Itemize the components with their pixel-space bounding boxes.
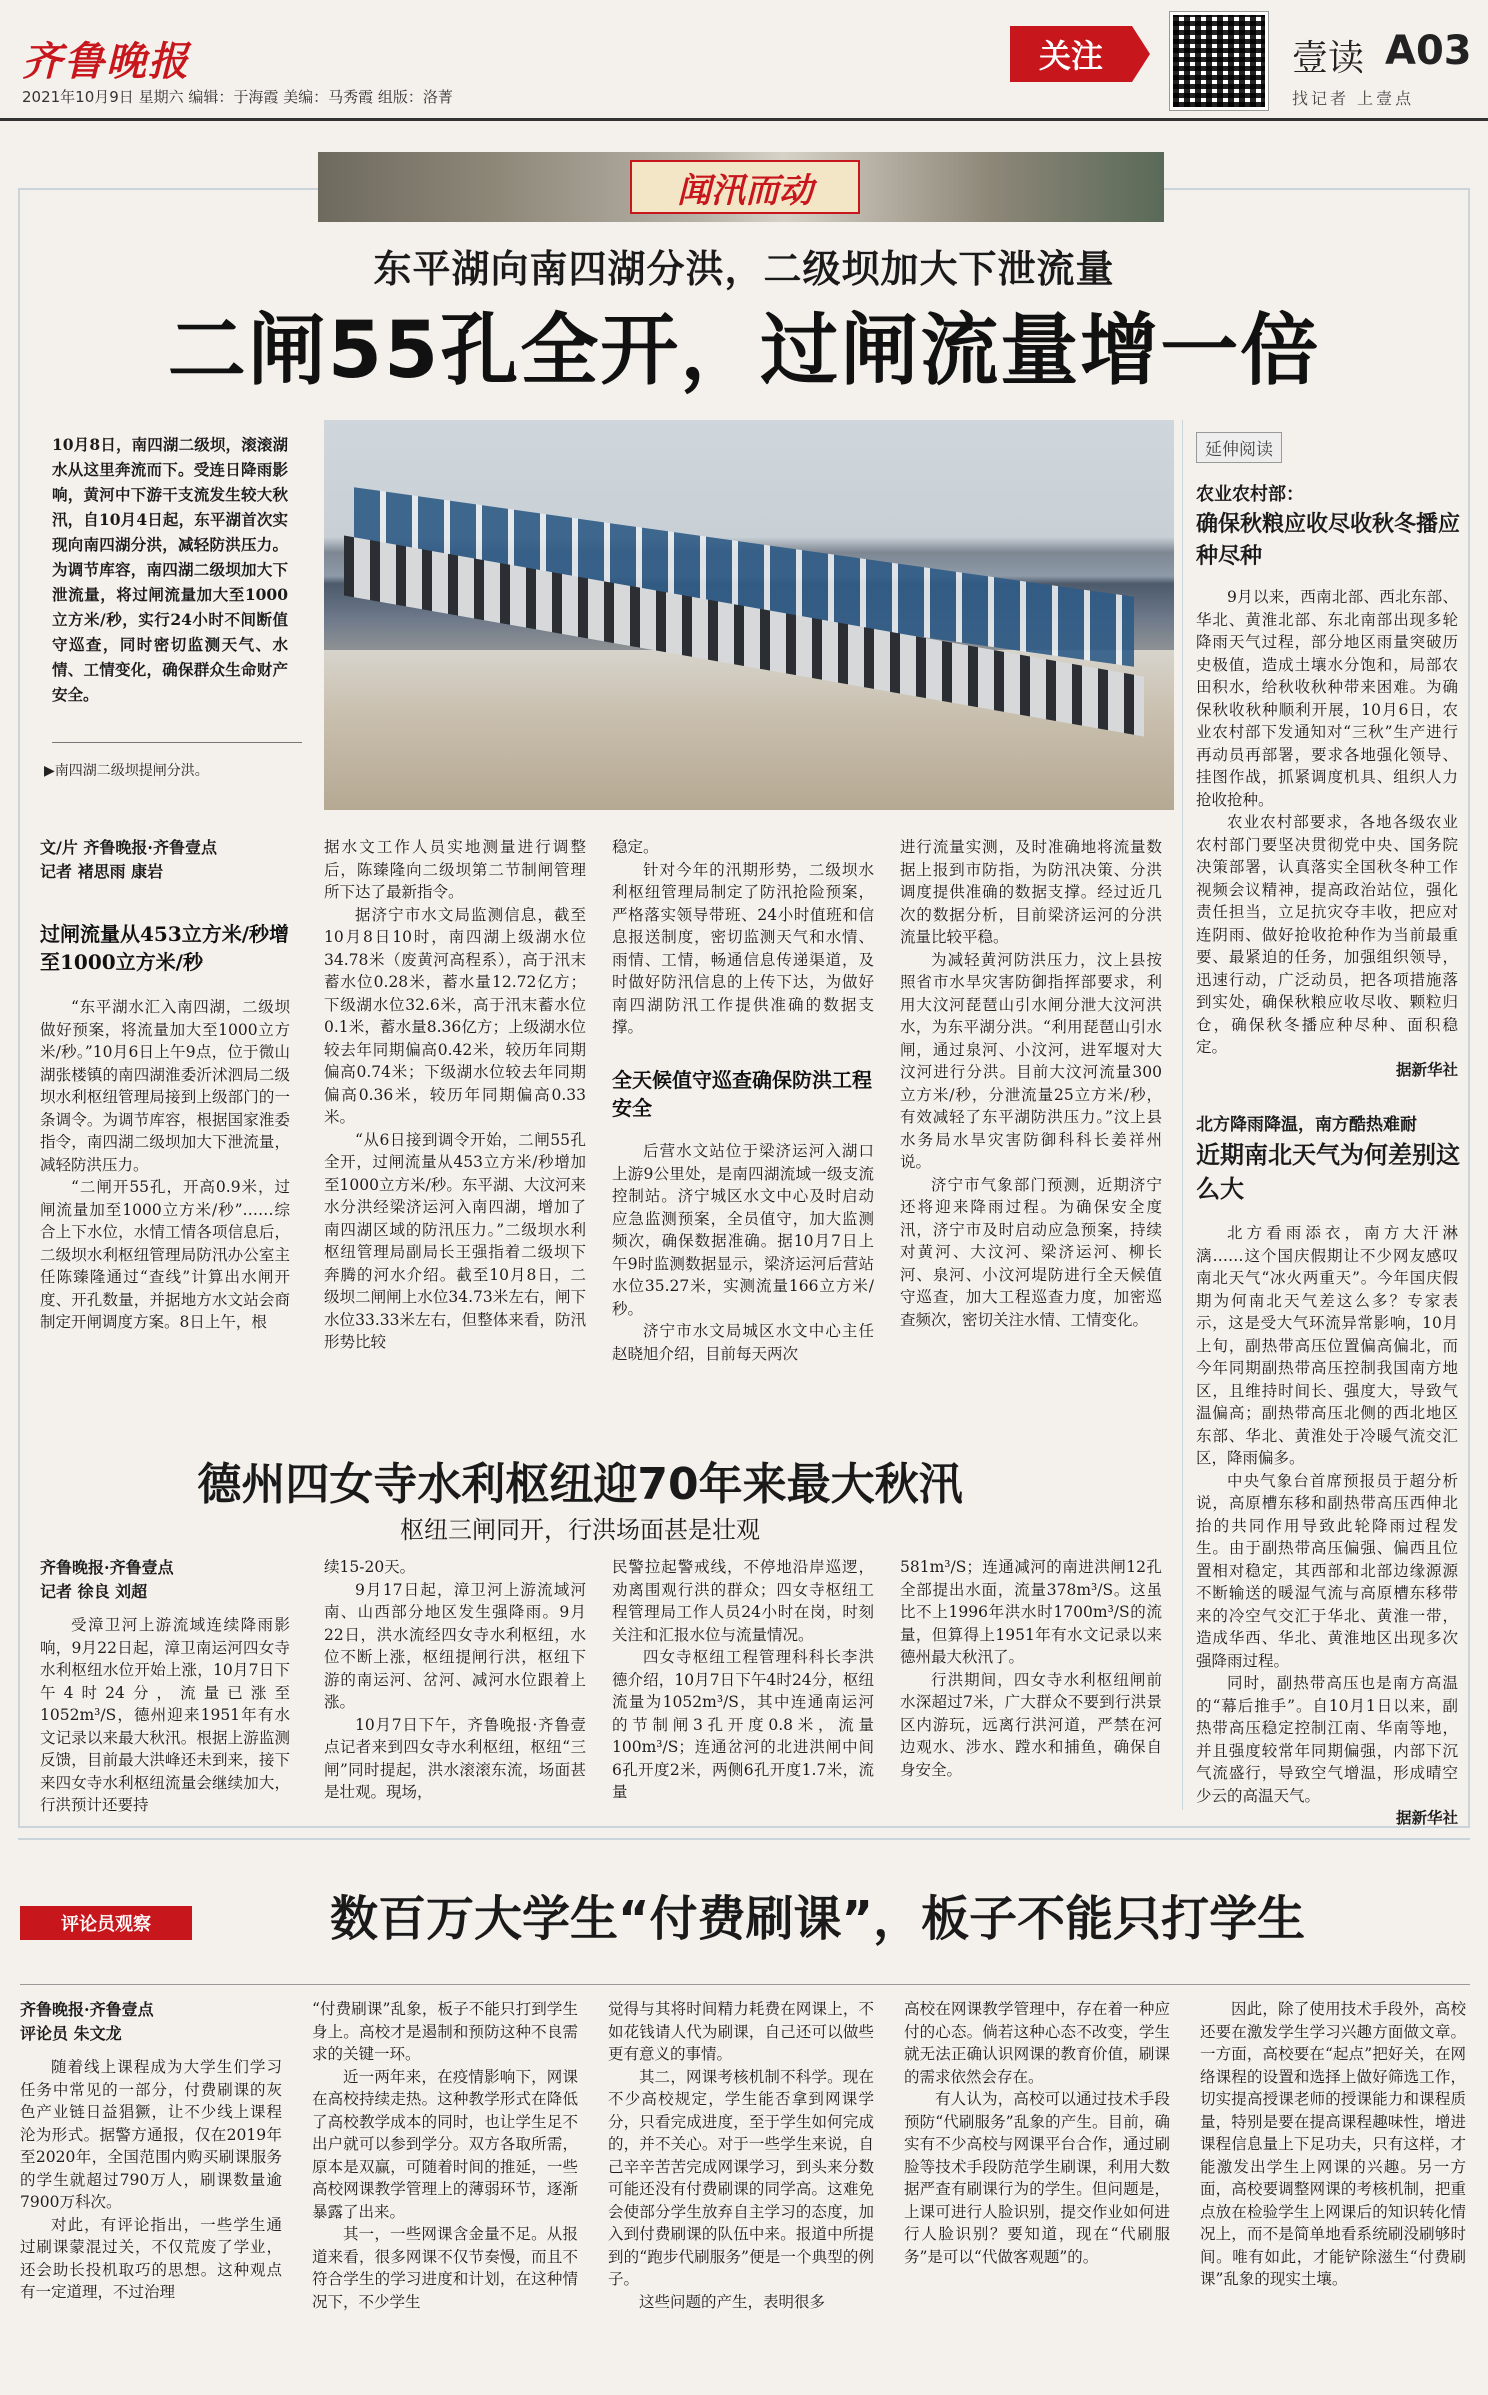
dezhou-column-1: 受漳卫河上游流域连续降雨影响，9月22日起，漳卫南运河四女寺水利枢纽水位开始上涨，10月7日下午4时24分，流量已涨至1052m³/S，德州迎来1951年有水文记录以来最大秋汛。根据上游监测反馈，目前最大洪峰还未到来，接下来四女寺水利枢纽流量会继续加大，行洪预计还要持 <box>40 1616 290 1814</box>
lead-column-2: 据水文工作人员实地测量进行调整后，陈臻隆向二级坝第二节制闸管理所下达了最新指令。 据济宁市水文局监测信息，截至10月8日10时，南四湖上级湖水位34.78米（废黄河高程系），高于汛末蓄水位0.28米，蓄水量12.72亿方；下级湖水位32.6米，高于汛末蓄水位0.1米，蓄水量8.36亿方；上级湖水位较去年同期偏高0.42米，较历年同期偏高0.74米；下级湖水位较去年同期偏高0.36米，较历年同期偏高0.33米。 “从6日接到调令开始，二闸55孔全开，过闸流量从453立方米/秒增加至1000立方米/秒。东平湖、大汶河来水分洪经梁济运河入南四湖，增加了南四湖区域的防汛压力。”二级坝水利枢纽管理局副局长王强指着二级坝下奔腾的河水介绍。截至10月8日，二级坝二闸闸上水位34.73米左右，闸下水位33.33米左右，但整体来看，防汛形势比较 <box>324 838 586 1351</box>
commentary-column-4: 高校在网课教学管理中，存在着一种应付的心态。倘若这种心态不改变，学生就无法正确认识网课的教育价值，刷课的需求依然会存在。 有人认为，高校可以通过技术手段预防“代刷服务”乱象的产生。目前，确实有不少高校与网课平台合作，通过刷脸等技术手段防范学生刷课，利用大数据严查有刷课行为的学生。但问题是，上课可进行人脸识别，提交作业如何进行人脸识别？要知道，现在“代刷服务”是可以“代做客观题”的。 <box>904 2000 1170 2266</box>
commentary-headline: 数百万大学生“付费刷课”，板子不能只打学生 <box>330 1891 1306 1947</box>
sidebar-1-title: 确保秋粮应收尽收秋冬播应种尽种 <box>1196 511 1461 569</box>
commentary-column-1: 随着线上课程成为大学生们学习任务中常见的一部分，付费刷课的灰色产业链日益猖獗，让不少线上课程沦为形式。据警方通报，仅在2019年至2020年，全国范围内购买刷课服务的学生就超过790万人，刷课数量逾7900万科次。 对此，有评论指出，一些学生通过刷课蒙混过关，不仅荒废了学业，还会助长投机取巧的思想。这种观点有一定道理，不过治理 <box>20 2058 282 2301</box>
dezhou-headline: 德州四女寺水利枢纽迎70年来最大秋汛 <box>197 1459 963 1510</box>
section-tagline: 找记者 上壹点 <box>1292 89 1415 108</box>
lead-byline: 文/片 齐鲁晚报·齐鲁壹点 记者 褚思雨 康岩 <box>40 838 217 881</box>
sidebar-2-kicker: 北方降雨降温，南方酷热难耐 <box>1196 1115 1417 1135</box>
commentary-rule <box>20 1984 1470 1985</box>
sidebar-2-title: 近期南北天气为何差别这么大 <box>1196 1140 1460 1203</box>
caption-divider <box>52 742 302 743</box>
banner-label: 闻汛而动 <box>630 160 860 214</box>
lead-column-3b: 后营水文站位于梁济运河入湖口上游9公里处，是南四湖流域一级支流控制站。济宁城区水文中心及时启动应急监测预案，全员值守，加大监测频次，确保数据准确。据10月7日上午9时监测数据显示，梁济运河后营站水位35.27米，实测流量166立方米/秒。 济宁市水文局城区水文中心主任赵晓旭介绍，目前每天两次 <box>612 1142 874 1363</box>
commentary-divider <box>18 1838 1470 1840</box>
dezhou-byline: 齐鲁晚报·齐鲁壹点 记者 徐良 刘超 <box>40 1558 174 1601</box>
sidebar-1-kicker: 农业农村部： <box>1196 484 1304 505</box>
sidebar-2-body: 北方看雨添衣，南方大汗淋漓……这个国庆假期让不少网友感叹南北天气“冰火两重天”。今年国庆假期为何南北天气差这么多？专家表示，这是受大气环流异常影响，10月上旬，副热带高压位置偏高偏北，而今年同期副热带高压控制我国南方地区，且维持时间长、强度大，导致气温偏高；副热带高压北侧的西北地区东部、华北、黄淮处于冷暖气流交汇区，降雨偏多。 中央气象台首席预报员于超分析说，高原槽东移和副热带高压西伸北抬的共同作用导致此轮降雨过程发生。由于副热带高压偏强、偏西且位置相对稳定，其西部和北部边缘源源不断输送的暖湿气流与高原槽东移带来的冷空气交汇于华北、黄淮一带，造成华西、华北、黄淮地区出现多次强降雨过程。 同时，副热带高压也是南方高温的“幕后推手”。自10月1日以来，副热带高压稳定控制江南、华南等地，并且强度较常年同期偏强，内部下沉气流盛行，导致空气增温，形成晴空少云的高温天气。 据新华社 <box>1196 1222 1458 1830</box>
follow-badge: 关注 <box>1010 26 1132 82</box>
commentary-column-2: “付费刷课”乱象，板子不能只打到学生身上。高校才是遏制和预防这种不良需求的关键一环。 近一两年来，在疫情影响下，网课在高校持续走热。这种教学形式在降低了高校教学成本的同时，也让学生足不出户就可以参到学分。双方各取所需，原本是双赢，可随着时间的推延，一些高校网课教学管理上的薄弱环节，逐渐暴露了出来。 其一，一些网课含金量不足。从报道来看，很多网课不仅节奏慢，而且不符合学生的学习进度和计划，在这种情况下，不少学生 <box>312 2000 578 2311</box>
commentary-tag: 评论员观察 <box>20 1906 192 1940</box>
lead-intro: 10月8日，南四湖二级坝，滚滚湖水从这里奔流而下。受连日降雨影响，黄河中下游干支流发生较大秋汛，自10月4日起，东平湖首次实现向南四湖分洪，减轻防洪压力。为调节库容，南四湖二级坝加大下泄流量，将过闸流量加大至1000立方米/秒，实行24小时不间断值守巡查，同时密切监测天气、水情、工情变化，确保群众生命财产安全。 <box>52 435 288 704</box>
dam-photo <box>324 420 1174 810</box>
dezhou-column-3: 民警拉起警戒线，不停地沿岸巡逻，劝离围观行洪的群众；四女寺枢纽工程管理局工作人员24小时在岗，时刻关注和汇报水位与流量情况。 四女寺枢纽工程管理科科长李洪德介绍，10月7日下午4时24分，枢纽流量为1052m³/S，其中连通南运河的节制闸3孔开度0.8米，流量100m³/S；连通岔河的北进洪闸中间6孔开度2米，两侧6孔开度1.7米，流量 <box>612 1558 874 1801</box>
sidebar-2-credit: 据新华社 <box>1395 1808 1458 1827</box>
lead-subhead-2: 全天候值守巡查确保防洪工程安全 <box>612 1068 872 1120</box>
lead-subhead-1: 过闸流量从453立方米/秒增至1000立方米/秒 <box>40 922 290 974</box>
sidebar-divider <box>1182 420 1183 1810</box>
page-number: A03 <box>1385 28 1472 74</box>
lead-headline: 二闸55孔全开，过闸流量增一倍 <box>167 306 1321 396</box>
dezhou-subtitle: 枢纽三闸同开，行洪场面甚是壮观 <box>400 1516 760 1544</box>
sidebar-1-credit: 据新华社 <box>1395 1059 1458 1079</box>
commentary-column-5: 因此，除了使用技术手段外，高校还要在激发学生学习兴趣方面做文章。一方面，高校要在“起点”把好关，在网络课程的设置和选择上做好筛选工作，切实提高授课老师的授课能力和课程质量，特别是要在提高课程趣味性，增进课程信息量上下足功夫，只有这样，才能激发出学生上网课的兴趣。另一方面，高校要调整网课的考核机制，把重点放在检验学生上网课后的知识转化情况上，而不是简单地看系统刷没刷够时间。唯有如此，才能铲除滋生“付费刷课”乱象的现实土壤。 <box>1200 2000 1466 2288</box>
section-name: 壹读 <box>1292 38 1365 79</box>
lead-column-1: “东平湖水汇入南四湖，二级坝做好预案，将流量加大至1000立方米/秒。”10月6日上午9点，位于微山湖张楼镇的南四湖淮委沂沭泗局二级坝水利枢纽管理局接到上级部门的一条调令。为调节库容，根据国家淮委指令，南四湖二级坝加大下泄流量，减轻防洪压力。 “二闸开55孔，开高0.9米，过闸流量加至1000立方米/秒”……综合上下水位，水情工情各项信息后，二级坝水利枢纽管理局防汛办公室主任陈臻隆通过“查线”计算出水闸开度、开孔数量，并据地方水文站会商制定开闸调度方案。8日上午，根 <box>40 998 290 1331</box>
date-line: 2021年10月9日 星期六 编辑：于海霞 美编：马秀霞 组版：洛菁 <box>22 88 453 106</box>
qr-code-icon <box>1170 12 1268 110</box>
commentary-column-3: 觉得与其将时间精力耗费在网课上，不如花钱请人代为刷课，自己还可以做些更有意义的事情。 其二，网课考核机制不科学。现在不少高校规定，学生能否拿到网课学分，只看完成进度，至于学生如何完成的，并不关心。对于一些学生来说，自己辛辛苦苦完成网课学习，到头来分数可能还没有付费刷课的同学高。这难免会使部分学生放弃自主学习的态度，加入到付费刷课的队伍中来。报道中所提到的“跑步代刷服务”便是一个典型的例子。 这些问题的产生，表明很多 <box>608 2000 874 2311</box>
dezhou-column-2: 续15-20天。 9月17日起，漳卫河上游流域河南、山西部分地区发生强降雨。9月22日，洪水流经四女寺水利枢纽，水位不断上涨，枢纽提闸行洪，枢纽下游的南运河、岔河、减河水位跟着上涨。 10月7日下午，齐鲁晚报·齐鲁壹点记者来到四女寺水利枢纽，枢纽“三闸”同时提起，洪水滚滚东流，场面甚是壮观。現场， <box>324 1558 586 1801</box>
commentary-byline: 齐鲁晚报·齐鲁壹点 评论员 朱文龙 <box>20 2000 154 2043</box>
lead-column-4: 进行流量实测，及时准确地将流量数据上报到市防指，为防汛决策、分洪调度提供准确的数据支撑。经过近几次的数据分析，目前梁济运河的分洪流量比较平稳。 为减轻黄河防洪压力，汶上县按照省市水旱灾害防御指挥部要求，利用大汶河琵琶山引水闸分泄大汶河洪水，为东平湖分洪。“利用琵琶山引水闸，通过泉河、小汶河，进军堰对大汶河进行分洪。目前大汶河流量300立方米/秒，分泄流量25立方米/秒，有效减轻了东平湖防洪压力。”汶上县水务局水旱灾害防御科科长姜祥州说。 济宁市气象部门预测，近期济宁还将迎来降雨过程。为确保安全度汛，济宁市及时启动应急预案，持续对黄河、大汶河、梁济运河、柳长河、泉河、小汶河堤防进行全天候值守巡查，加大工程巡查力度，加密巡查频次，密切关注水情、工情变化。 <box>900 838 1162 1329</box>
photo-caption: ▶南四湖二级坝提闸分洪。 <box>44 763 209 779</box>
dezhou-column-4: 581m³/S；连通减河的南进洪闸12孔全部提出水面，流量378m³/S。这虽比不上1996年洪水时1700m³/S的流量，但算得上1951年有水文记录以来德州最大秋汛了。 行洪期间，四女寺水利枢纽闸前水深超过7米，广大群众不要到行洪景区内游玩，远离行洪河道，严禁在河边观水、涉水、蹚水和捕鱼，确保自身安全。 <box>900 1558 1162 1779</box>
sidebar-1-body: 9月以来，西南北部、西北东部、华北、黄淮北部、东北南部出现多轮降雨天气过程，部分地区雨量突破历史极值，造成土壤水分饱和，局部农田积水，给秋收秋种带来困难。为确保秋收秋种顺利开展，10月6日，农业农村部下发通知对“三秋”生产进行再动员再部署，要求各地强化领导、挂图作战，抓紧调度机具、组织人力抢收抢种。 农业农村部要求，各地各级农业农村部门要坚决贯彻党中央、国务院决策部署，认真落实全国秋冬种工作视频会议精神，提高政治站位，强化责任担当，立足抗灾夺丰收，把应对连阴雨、做好抢收抢种作为当前最重要、最紧迫的任务，加强组织领导，迅速行动，广泛动员，把各项措施落到实处，确保秋粮应收尽收、颗粒归仓，确保秋冬播应种尽种、面积稳定。 据新华社 <box>1196 586 1458 1081</box>
lead-column-3: 稳定。 针对今年的汛期形势，二级坝水利枢纽管理局制定了防汛抢险预案，严格落实领导带班、24小时值班和信息报送制度，密切监测天气和水情、雨情、工情，畅通信息传递渠道，及时做好防汛信息的上传下达，为做好南四湖防汛工作提供准确的数据支撑。 <box>612 838 874 1036</box>
masthead-divider <box>0 118 1488 121</box>
sidebar-tag: 延伸阅读 <box>1196 432 1282 463</box>
lead-kicker: 东平湖向南四湖分洪，二级坝加大下泄流量 <box>373 246 1115 291</box>
newspaper-logo: 齐鲁晚报 <box>22 38 190 85</box>
